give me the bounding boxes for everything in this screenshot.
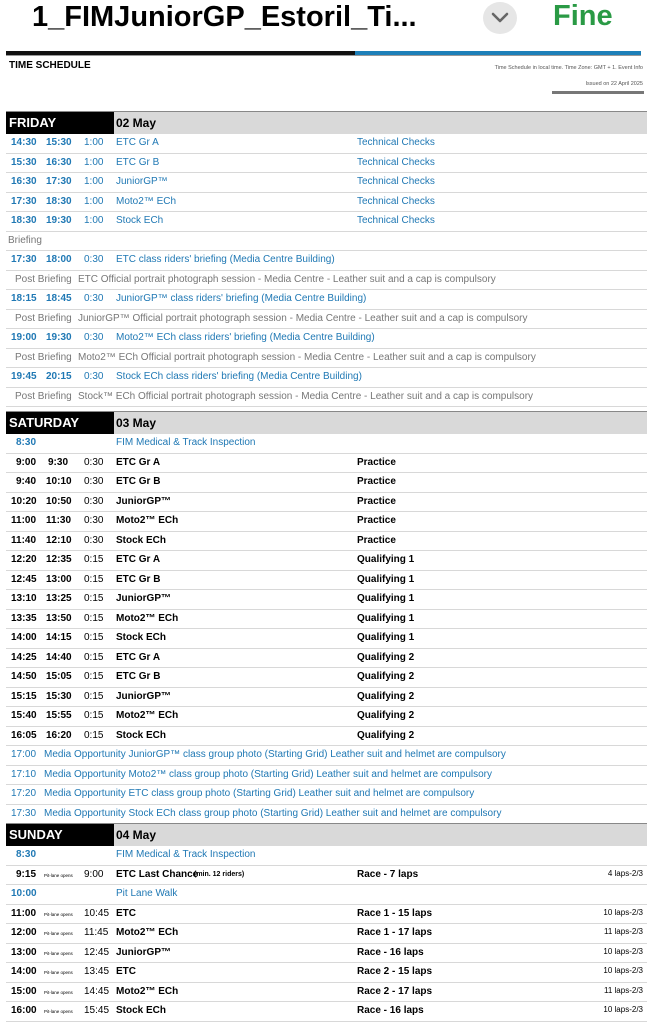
schedule-row	[6, 512, 647, 532]
cell-text: 0:15	[84, 729, 104, 741]
cell-text: 10 laps-2/3	[603, 946, 643, 956]
cell-text: 15:30	[46, 137, 72, 148]
cell-text: 18:15	[11, 293, 37, 304]
cell-text: 15:30	[46, 690, 72, 702]
photo-session-row	[6, 271, 647, 291]
cell-text: Practice	[357, 515, 396, 526]
schedule-row	[6, 649, 647, 669]
cell-text: 12:45	[84, 946, 110, 958]
cell-text: 0:15	[84, 651, 104, 663]
cell-text: Qualifying 1	[357, 593, 415, 604]
cell-text: 13:10	[11, 593, 37, 604]
cell-text: 11:00	[11, 907, 37, 919]
cell-text: Pit-lane opens	[44, 1009, 73, 1014]
saturday-section	[6, 411, 647, 824]
cell-text: Stock ECh class riders' briefing (Media Centre Building)	[116, 371, 362, 382]
cell-text: Media Opportunity JuniorGP™ class group photo (Starting Grid) Leather suit and helmet are compulsory	[44, 749, 506, 760]
cell-text: 10 laps-2/3	[603, 907, 643, 917]
cell-text: Post Briefing	[15, 312, 72, 324]
briefing-row	[6, 368, 647, 388]
cell-text: 17:00	[11, 749, 37, 760]
cell-text: 17:20	[11, 788, 37, 799]
day-header	[6, 823, 647, 846]
cell-text: Stock ECh	[116, 632, 167, 643]
chevron-down-icon[interactable]	[483, 2, 517, 34]
schedule-row	[6, 571, 647, 591]
cell-text: Briefing	[8, 234, 42, 246]
cell-text: Technical Checks	[357, 156, 435, 168]
cell-text: Moto2™ ECh class riders' briefing (Media Centre Building)	[116, 332, 375, 343]
cell-text: 18:30	[11, 215, 37, 226]
cell-text: 17:30	[11, 254, 37, 265]
cell-text: 18:30	[46, 195, 72, 207]
cell-text: 14:45	[84, 985, 110, 997]
cell-text: ETC Last Chance	[116, 868, 199, 880]
cell-text: 1:00	[84, 195, 104, 207]
day-date: 04 May	[116, 828, 157, 842]
cell-text: 19:00	[11, 332, 37, 343]
cell-text: (min. 12 riders)	[194, 870, 245, 878]
briefing-label-row	[6, 232, 647, 252]
cell-text: 15:05	[46, 671, 72, 682]
day-date: 03 May	[116, 416, 157, 430]
media-row	[6, 805, 647, 825]
schedule-row	[6, 193, 647, 213]
cell-text: 0:30	[84, 515, 104, 526]
cell-text: Qualifying 1	[357, 573, 415, 585]
cell-text: Pit Lane Walk	[116, 888, 178, 899]
cell-text: ETC class riders' briefing (Media Centre Building)	[116, 254, 335, 265]
cell-text: ETC Gr A	[116, 137, 159, 148]
cell-text: 0:30	[84, 495, 104, 507]
document-title[interactable]: 1_FIMJuniorGP_Estoril_Ti...	[32, 1, 417, 33]
schedule-row	[6, 134, 647, 154]
photo-session-row	[6, 310, 647, 330]
cell-text: 16:30	[46, 156, 72, 168]
cell-text: Moto2™ ECh	[116, 612, 179, 624]
cell-text: 10:45	[84, 907, 110, 919]
media-row	[6, 766, 647, 786]
schedule-row	[6, 629, 647, 649]
cell-text: 13:50	[46, 612, 72, 624]
cell-text: 10:50	[46, 495, 72, 507]
cell-text: Qualifying 2	[357, 729, 415, 741]
cell-text: 10 laps-2/3	[603, 966, 643, 975]
cell-text: 12:10	[46, 534, 72, 546]
cell-text: 9:00	[84, 868, 104, 880]
race-row	[6, 1002, 647, 1022]
cell-text: 0:15	[84, 710, 104, 721]
cell-text: Pit-lane opens	[44, 989, 73, 995]
cell-text: Stock ECh	[116, 215, 164, 226]
cell-text: Stock ECh	[116, 729, 167, 741]
briefing-row	[6, 329, 647, 349]
cell-text: 0:30	[84, 293, 104, 304]
cell-text: 13:45	[84, 966, 110, 977]
cell-text: 12:45	[11, 573, 37, 585]
cell-text: Stock™ ECh Official portrait photograph session - Media Centre - Leather suit and a cap is compulsory	[78, 390, 534, 402]
header-rule-thin	[6, 55, 641, 56]
cell-text: 20:15	[46, 371, 72, 382]
cell-text: 12:20	[11, 554, 37, 565]
cell-text: 11:40	[11, 534, 37, 546]
cell-text: Post Briefing	[15, 390, 72, 402]
race-row	[6, 983, 647, 1003]
schedule-row	[6, 668, 647, 688]
cell-text: 9:30	[48, 456, 69, 468]
cell-text: 0:30	[84, 254, 104, 265]
inspection-row	[6, 434, 647, 454]
cell-text: JuniorGP™	[116, 495, 172, 507]
cell-text: 19:30	[46, 332, 72, 343]
cell-text: 10:20	[11, 495, 37, 507]
cell-text: 16:00	[11, 1005, 37, 1016]
race-row	[6, 944, 647, 964]
cell-text: JuniorGP™ class riders' briefing (Media Centre Building)	[116, 293, 367, 304]
cell-text: Practice	[357, 534, 396, 546]
cell-text: 0:15	[84, 593, 104, 604]
cell-text: Race 2 - 15 laps	[357, 966, 433, 977]
cell-text: 11 laps-2/3	[604, 927, 643, 936]
cell-text: Practice	[357, 476, 396, 487]
briefing-row	[6, 290, 647, 310]
day-name: FRIDAY	[6, 112, 114, 134]
day-header	[6, 111, 647, 134]
cell-text: Qualifying 2	[357, 690, 415, 702]
cell-text: 12:35	[46, 554, 72, 565]
cell-text: 4 laps-2/3	[607, 868, 643, 878]
race-row	[6, 963, 647, 983]
cell-text: 19:30	[46, 215, 72, 226]
cell-text: ETC Gr A	[116, 651, 161, 663]
day-name: SATURDAY	[6, 412, 114, 434]
cell-text: 0:15	[84, 612, 104, 624]
cell-text: 15:55	[46, 710, 72, 721]
cell-text: 0:15	[84, 632, 104, 643]
schedule-row	[6, 473, 647, 493]
race-row	[6, 905, 647, 925]
cell-text: JuniorGP™	[116, 593, 172, 604]
cell-text: 1:00	[84, 137, 104, 148]
cell-text: 14:15	[46, 632, 72, 643]
cell-text: Post Briefing	[15, 273, 72, 285]
schedule-row	[6, 551, 647, 571]
cell-text: 13:35	[11, 612, 37, 624]
cell-text: Pit-lane opens	[44, 931, 73, 936]
cell-text: Qualifying 2	[357, 710, 415, 721]
status-badge: Fine	[553, 0, 613, 32]
cell-text: Technical Checks	[357, 137, 435, 148]
cell-text: 14:50	[11, 671, 37, 682]
cell-text: JuniorGP™	[116, 690, 172, 702]
cell-text: 8:30	[16, 437, 37, 448]
cell-text: FIM Medical & Track Inspection	[116, 437, 256, 448]
cell-text: Practice	[357, 456, 396, 468]
section-title: TIME SCHEDULE	[9, 60, 91, 71]
cell-text: 9:00	[16, 456, 37, 468]
pit-lane-walk-row	[6, 885, 647, 905]
cell-text: 14:25	[11, 651, 37, 663]
cell-text: 14:00	[11, 966, 37, 977]
cell-text: 0:30	[84, 534, 104, 546]
sunday-section	[6, 823, 647, 1022]
cell-text: Race 1 - 17 laps	[357, 927, 433, 938]
cell-text: 17:10	[11, 768, 37, 780]
cell-text: 17:30	[11, 195, 37, 207]
race-row	[6, 924, 647, 944]
cell-text: 15:15	[11, 690, 37, 702]
cell-text: Practice	[357, 495, 396, 507]
cell-text: Technical Checks	[357, 195, 435, 207]
schedule-row	[6, 707, 647, 727]
cell-text: 0:30	[84, 332, 104, 343]
schedule-row	[6, 590, 647, 610]
cell-text: 10:00	[11, 888, 37, 899]
cell-text: 1:00	[84, 215, 104, 226]
cell-text: 14:00	[11, 632, 37, 643]
cell-text: 16:05	[11, 729, 37, 741]
cell-text: Moto2™ ECh	[116, 515, 179, 526]
cell-text: ETC Official portrait photograph session - Media Centre - Leather suit and a cap is compulsory	[78, 273, 496, 285]
schedule-row	[6, 866, 647, 886]
cell-text: Qualifying 2	[357, 651, 415, 663]
cell-text: 18:45	[46, 293, 72, 304]
cell-text: 17:30	[11, 807, 37, 819]
cell-text: 0:30	[84, 371, 104, 382]
cell-text: Pit-lane opens	[44, 970, 73, 975]
cell-text: 15:00	[11, 985, 37, 997]
media-row	[6, 785, 647, 805]
cell-text: Race 1 - 15 laps	[357, 907, 433, 919]
cell-text: 14:30	[11, 137, 37, 148]
cell-text: 9:15	[16, 868, 37, 880]
cell-text: 9:40	[16, 476, 37, 487]
cell-text: FIM Medical & Track Inspection	[116, 849, 256, 860]
cell-text: 18:00	[46, 254, 72, 265]
cell-text: Qualifying 1	[357, 632, 415, 643]
schedule-row	[6, 493, 647, 513]
cell-text: 15:30	[11, 156, 37, 168]
cell-text: 13:00	[46, 573, 72, 585]
document-title-bar	[0, 0, 647, 38]
cell-text: Qualifying 1	[357, 554, 415, 565]
cell-text: 0:30	[84, 456, 104, 468]
cell-text: ETC Gr A	[116, 554, 161, 565]
cell-text: ETC Gr B	[116, 573, 161, 585]
cell-text: 10:10	[46, 476, 72, 487]
timezone-note: Time Schedule in local time. Time Zone: GMT + 1. Event Info	[494, 65, 643, 71]
cell-text: JuniorGP™ Official portrait photograph session - Media Centre - Leather suit and a cap is compulsory	[78, 312, 528, 324]
cell-text: ETC Gr A	[116, 456, 161, 468]
cell-text: Moto2™ ECh	[116, 195, 177, 207]
cell-text: Technical Checks	[357, 215, 435, 226]
cell-text: 13:00	[11, 946, 37, 958]
cell-text: 1:00	[84, 176, 104, 187]
cell-text: Pit-lane opens	[44, 872, 73, 878]
cell-text: Media Opportunity Moto2™ class group photo (Starting Grid) Leather suit and helmet are compulsory	[44, 768, 492, 780]
cell-text: Moto2™ ECh	[116, 710, 179, 721]
cell-text: ETC	[116, 907, 136, 919]
cell-text: 11 laps-2/3	[604, 985, 643, 995]
cell-text: 13:25	[46, 593, 72, 604]
cell-text: Media Opportunity Stock ECh class group photo (Starting Grid) Leather suit and helmet are compulsory	[44, 807, 502, 819]
cell-text: ETC	[116, 966, 136, 977]
cell-text: Race - 7 laps	[357, 868, 419, 880]
cell-text: Technical Checks	[357, 176, 435, 187]
cell-text: 0:15	[84, 671, 104, 682]
cell-text: Race - 16 laps	[357, 1005, 424, 1016]
cell-text: Qualifying 2	[357, 671, 415, 682]
cell-text: 10 laps-2/3	[603, 1005, 643, 1014]
cell-text: ETC Gr B	[116, 476, 161, 487]
cell-text: Moto2™ ECh Official portrait photograph session - Media Centre - Leather suit and a cap is compulsory	[78, 351, 536, 363]
schedule-row	[6, 454, 647, 474]
cell-text: Pit-lane opens	[44, 911, 73, 917]
cell-text: 11:30	[46, 515, 72, 526]
friday-section	[6, 111, 647, 407]
cell-text: 12:00	[11, 927, 37, 938]
cell-text: 0:15	[84, 554, 104, 565]
inspection-row	[6, 846, 647, 866]
cell-text: Race 2 - 17 laps	[357, 985, 433, 997]
cell-text: Pit-lane opens	[44, 950, 73, 956]
cell-text: 15:45	[84, 1005, 110, 1016]
schedule-row	[6, 154, 647, 174]
briefing-row	[6, 251, 647, 271]
cell-text: ETC Gr B	[116, 671, 161, 682]
schedule-row	[6, 688, 647, 708]
cell-text: Post Briefing	[15, 351, 72, 363]
cell-text: 8:30	[16, 849, 37, 860]
cell-text: 15:40	[11, 710, 37, 721]
cell-text: JuniorGP™	[116, 946, 172, 958]
cell-text: JuniorGP™	[116, 176, 168, 187]
cell-text: 0:15	[84, 690, 104, 702]
cell-text: Race - 16 laps	[357, 946, 424, 958]
photo-session-row	[6, 388, 647, 408]
day-header	[6, 411, 647, 434]
cell-text: ETC Gr B	[116, 156, 160, 168]
day-name: SUNDAY	[6, 824, 114, 846]
cell-text: 1:00	[84, 156, 104, 168]
cell-text: 0:30	[84, 476, 104, 487]
cell-text: 16:20	[46, 729, 72, 741]
cell-text: 16:30	[11, 176, 37, 187]
cell-text: 19:45	[11, 371, 37, 382]
schedule-row	[6, 610, 647, 630]
day-date: 02 May	[116, 116, 157, 130]
cell-text: 17:30	[46, 176, 72, 187]
schedule-row	[6, 173, 647, 193]
schedule-row	[6, 212, 647, 232]
issued-date: Issued on 22 April 2025	[585, 81, 643, 87]
schedule-row	[6, 727, 647, 747]
media-row	[6, 746, 647, 766]
cell-text: Moto2™ ECh	[116, 927, 179, 938]
photo-session-row	[6, 349, 647, 369]
cell-text: 11:45	[84, 927, 109, 938]
issued-underline	[552, 91, 644, 94]
cell-text: 11:00	[11, 515, 37, 526]
cell-text: Media Opportunity ETC class group photo (Starting Grid) Leather suit and helmet are compulsory	[44, 788, 475, 799]
cell-text: Moto2™ ECh	[116, 985, 179, 997]
cell-text: 14:40	[46, 651, 72, 663]
cell-text: Stock ECh	[116, 534, 167, 546]
cell-text: 0:15	[84, 573, 104, 585]
cell-text: Stock ECh	[116, 1005, 167, 1016]
schedule-row	[6, 532, 647, 552]
cell-text: Qualifying 1	[357, 612, 415, 624]
